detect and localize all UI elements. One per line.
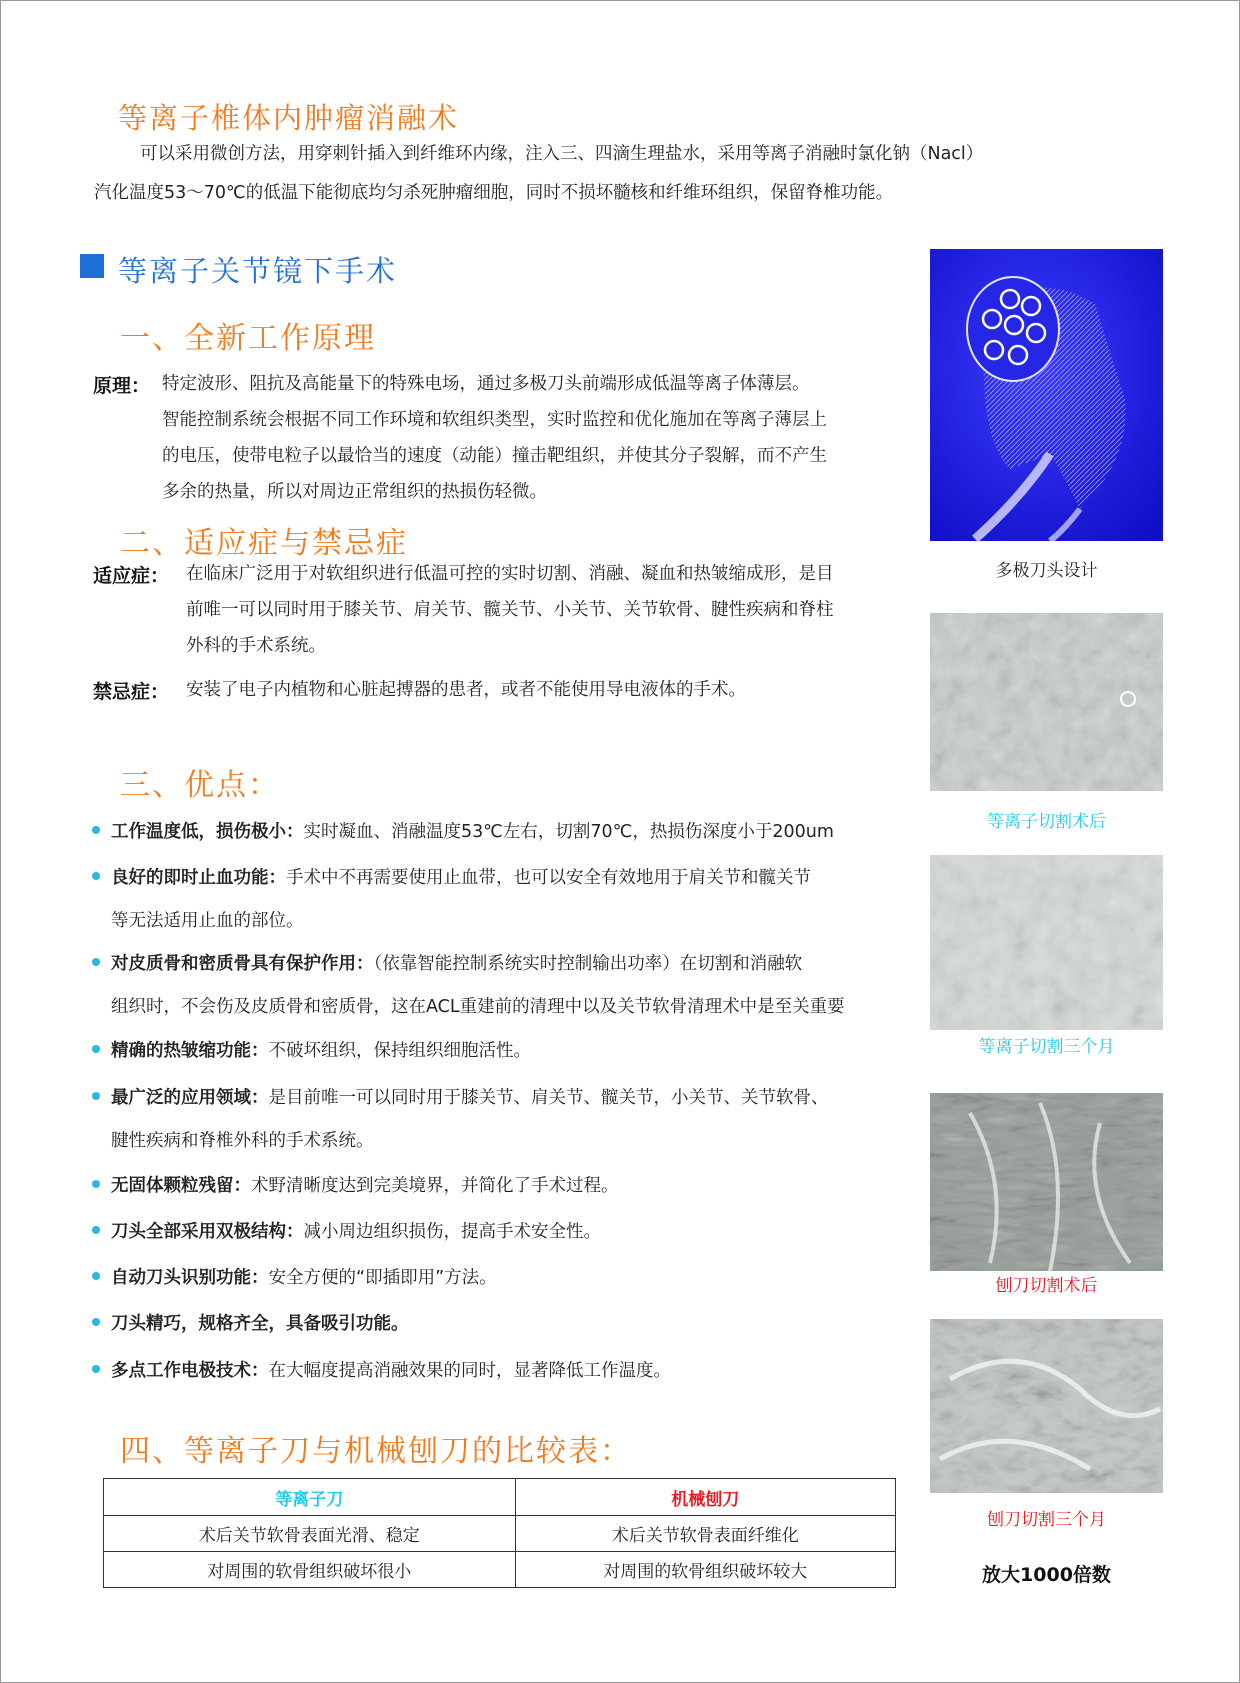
bullet-dot-icon [92,1272,100,1280]
table-header-plasma: 等离子刀 [104,1479,516,1516]
comparison-table [103,1478,896,1588]
bullet-dot-icon [92,1180,100,1188]
indication-line-3: 外科的手术系统。 [186,636,326,656]
multipolar-tip-image [930,249,1163,541]
bullet-dot-icon [92,872,100,880]
figure-caption-tip: 多极刀头设计 [995,561,1098,581]
principle-line-3: 的电压，使带电粒子以最恰当的速度（动能）撞击靶组织，并使其分子裂解，而不产生 [162,446,827,466]
advantage-item: 刀头精巧，规格齐全，具备吸引功能。 [92,1310,922,1335]
advantage-item: 无固体颗粒残留：术野清晰度达到完美境界，并简化了手术过程。 [92,1172,922,1197]
principle-line-1: 特定波形、阻抗及高能量下的特殊电场，通过多极刀头前端形成低温等离子体薄层。 [162,374,810,394]
advantage-item: 对皮质骨和密质骨具有保护作用：（依靠智能控制系统实时控制输出功率）在切割和消融软 [92,950,922,975]
arthro-section-title: 等离子关节镜下手术 [118,254,398,288]
bullet-dot-icon [92,826,100,834]
indications-heading: 二、适应症与禁忌症 [120,526,408,561]
contraindication-text: 安装了电子内植物和心脏起搏器的患者，或者不能使用导电液体的手术。 [186,680,746,700]
advantages-heading: 三、优点： [120,768,280,803]
comparison-heading: 四、等离子刀与机械刨刀的比较表： [120,1434,632,1469]
advantage-item: 自动刀头识别功能：安全方便的“即插即用”方法。 [92,1264,922,1289]
advantage-item: 精确的热皱缩功能：不破坏组织，保持组织细胞活性。 [92,1037,922,1062]
indication-label: 适应症： [93,565,170,587]
principle-heading: 一、全新工作原理 [120,321,376,356]
plasma-three-months-image [930,855,1163,1030]
advantage-item: 刀头全部采用双极结构：减小周边组织损伤，提高手术安全性。 [92,1218,922,1243]
spine-text-line1: 可以采用微创方法，用穿刺针插入到纤维环内缘，注入三、四滴生理盐水，采用等离子消融时氯化钠（Nacl） [140,144,984,164]
table-header-shaver: 机械刨刀 [515,1479,895,1516]
figure-caption-plasma-after: 等离子切割术后 [987,812,1106,832]
advantage-item: 工作温度低，损伤极小：实时凝血、消融温度53℃左右，切割70℃，热损伤深度小于200um [92,818,922,843]
contraindication-label: 禁忌症： [93,681,170,703]
figure-caption-plasma-3m: 等离子切割三个月 [978,1037,1115,1057]
advantage-item-cont: 组织时，不会伤及皮质骨和密质骨，这在ACL重建前的清理中以及关节软骨清理术中是至关重要 [111,997,845,1017]
advantage-item: 良好的即时止血功能：手术中不再需要使用止血带，也可以安全有效地用于肩关节和髋关节 [92,864,922,889]
magnification-note: 放大1000倍数 [982,1564,1111,1586]
bullet-dot-icon [92,1318,100,1326]
table-cell: 术后关节软骨表面光滑、稳定 [104,1516,516,1552]
indication-line-2: 前唯一可以同时用于膝关节、肩关节、髋关节、小关节、关节软骨、腱性疾病和脊柱 [186,600,834,620]
advantage-item: 最广泛的应用领域：是目前唯一可以同时用于膝关节、肩关节、髋关节，小关节、关节软骨、 [92,1084,922,1109]
table-cell: 对周围的软骨组织破坏较大 [515,1552,895,1588]
bullet-dot-icon [92,958,100,966]
section-square-icon [80,254,104,278]
table-row [104,1516,896,1552]
shaver-three-months-image [930,1319,1163,1493]
figure-caption-shaver-3m: 刨刀切割三个月 [987,1510,1106,1530]
bullet-dot-icon [92,1365,100,1373]
principle-line-2: 智能控制系统会根据不同工作环境和软组织类型，实时监控和优化施加在等离子薄层上 [162,410,827,430]
plasma-after-cut-image [930,613,1163,791]
shaver-after-cut-image [930,1093,1163,1271]
table-header-row [104,1479,896,1516]
table-cell: 对周围的软骨组织破坏很小 [104,1552,516,1588]
table-cell: 术后关节软骨表面纤维化 [515,1516,895,1552]
table-row [104,1552,896,1588]
advantage-item-cont: 腱性疾病和脊椎外科的手术系统。 [111,1131,374,1151]
advantage-item-cont: 等无法适用止血的部位。 [111,911,304,931]
figure-caption-shaver-after: 刨刀切割术后 [995,1276,1098,1296]
bullet-dot-icon [92,1226,100,1234]
bullet-dot-icon [92,1092,100,1100]
bullet-dot-icon [92,1045,100,1053]
principle-label: 原理： [93,375,151,397]
spine-section-title: 等离子椎体内肿瘤消融术 [118,101,460,135]
spine-text-line2: 汽化温度53～70℃的低温下能彻底均匀杀死肿瘤细胞，同时不损坏髓核和纤维环组织，保留脊椎功能。 [94,183,894,203]
indication-line-1: 在临床广泛用于对软组织进行低温可控的实时切割、消融、凝血和热皱缩成形，是目 [186,564,834,584]
advantage-item: 多点工作电极技术：在大幅度提高消融效果的同时，显著降低工作温度。 [92,1357,922,1382]
principle-line-4: 多余的热量，所以对周边正常组织的热损伤轻微。 [162,482,547,502]
